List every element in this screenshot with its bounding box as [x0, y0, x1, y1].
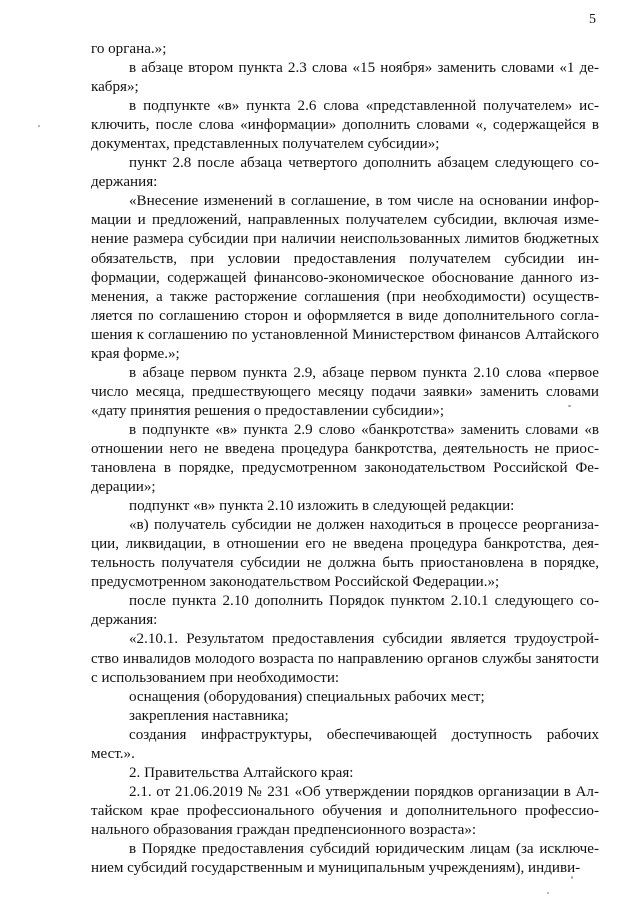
- paragraph: после пункта 2.10 дополнить Порядок пунктом 2.10.1 следующего содержания:: [91, 593, 599, 629]
- paragraph: го органа.»;: [91, 41, 167, 57]
- paragraph: «2.10.1. Результатом предоставления субсидии является трудоустройство инвалидов молодого возраста по направлению органов службы занятости с использованием при необходимости:: [91, 631, 599, 686]
- paragraph: пункт 2.8 после абзаца четвертого дополнить абзацем следующего содержания:: [91, 155, 599, 191]
- paragraph: закрепления наставника;: [129, 707, 289, 724]
- paragraph: 2.1. от 21.06.2019 № 231 «Об утверждении порядков организации в Алтайском крае профессионального обучения и дополнительного профессионального образования граждан предпенсионного возраста»:: [91, 783, 599, 838]
- paragraph: в Порядке предоставления субсидий юридическим лицам (за исключением субсидий государственным и муниципальным учреждениям), индиви-: [91, 840, 599, 877]
- paragraph: подпункт «в» пункта 2.10 изложить в следующей редакции:: [129, 498, 515, 515]
- paragraph: 2. Правительства Алтайского края:: [129, 764, 354, 781]
- scan-speck: [568, 405, 571, 407]
- paragraph: в подпункте «в» пункта 2.6 слова «представленной получателем» исключить, после слова «информации» дополнить словами «, содержащейся в документах, представленных получателем субсидии»;: [91, 98, 599, 153]
- scan-speck: [38, 125, 40, 127]
- paragraph: оснащения (оборудования) специальных рабочих мест;: [129, 688, 485, 705]
- paragraph: «в) получатель субсидии не должен находиться в процессе реорганизации, ликвидации, в отношении его не введена процедура банкротства, деятельность получателя субсидии не должна быть приостановлена в порядке, предусмотренном законодательством Российской Федерации.»;: [91, 517, 599, 591]
- scan-speck: [571, 876, 573, 879]
- paragraph: создания инфраструктуры, обеспечивающей доступность рабочих мест.».: [91, 726, 599, 762]
- scan-speck: [547, 892, 549, 894]
- paragraph: «Внесение изменений в соглашение, в том числе на основании информации и предложений, направленных получателем субсидии, включая изменение размера субсидии при наличии неиспользованных лимитов бюджетных обязательств, при условии предоставления получателем субсидии информации, содержащей финансово-экономическое обоснование данного изменения, а также расторжение соглашения (при необходимости) осуществляется по соглашению сторон и оформляется в виде дополнительного соглашения к соглашению по установленной Министерством финансов Алтайского края форме.»;: [91, 193, 599, 362]
- document-body: [91, 40, 599, 878]
- paragraph: в подпункте «в» пункта 2.9 слово «банкротства» заменить словами «в отношении него не введена процедура банкротства, деятельность не приостановлена в порядке, предусмотренном законодательством Российской Федерации»;: [91, 421, 599, 496]
- paragraph: в абзаце первом пункта 2.9, абзаце первом пункта 2.10 слова «первое число месяца, предшествующего месяцу подачи заявки» заменить словами «дату принятия решения о предоставлении субсидии»;: [91, 364, 599, 419]
- paragraph: в абзаце втором пункта 2.3 слова «15 ноября» заменить словами «1 декабря»;: [91, 60, 599, 96]
- page-number: 5: [589, 12, 596, 27]
